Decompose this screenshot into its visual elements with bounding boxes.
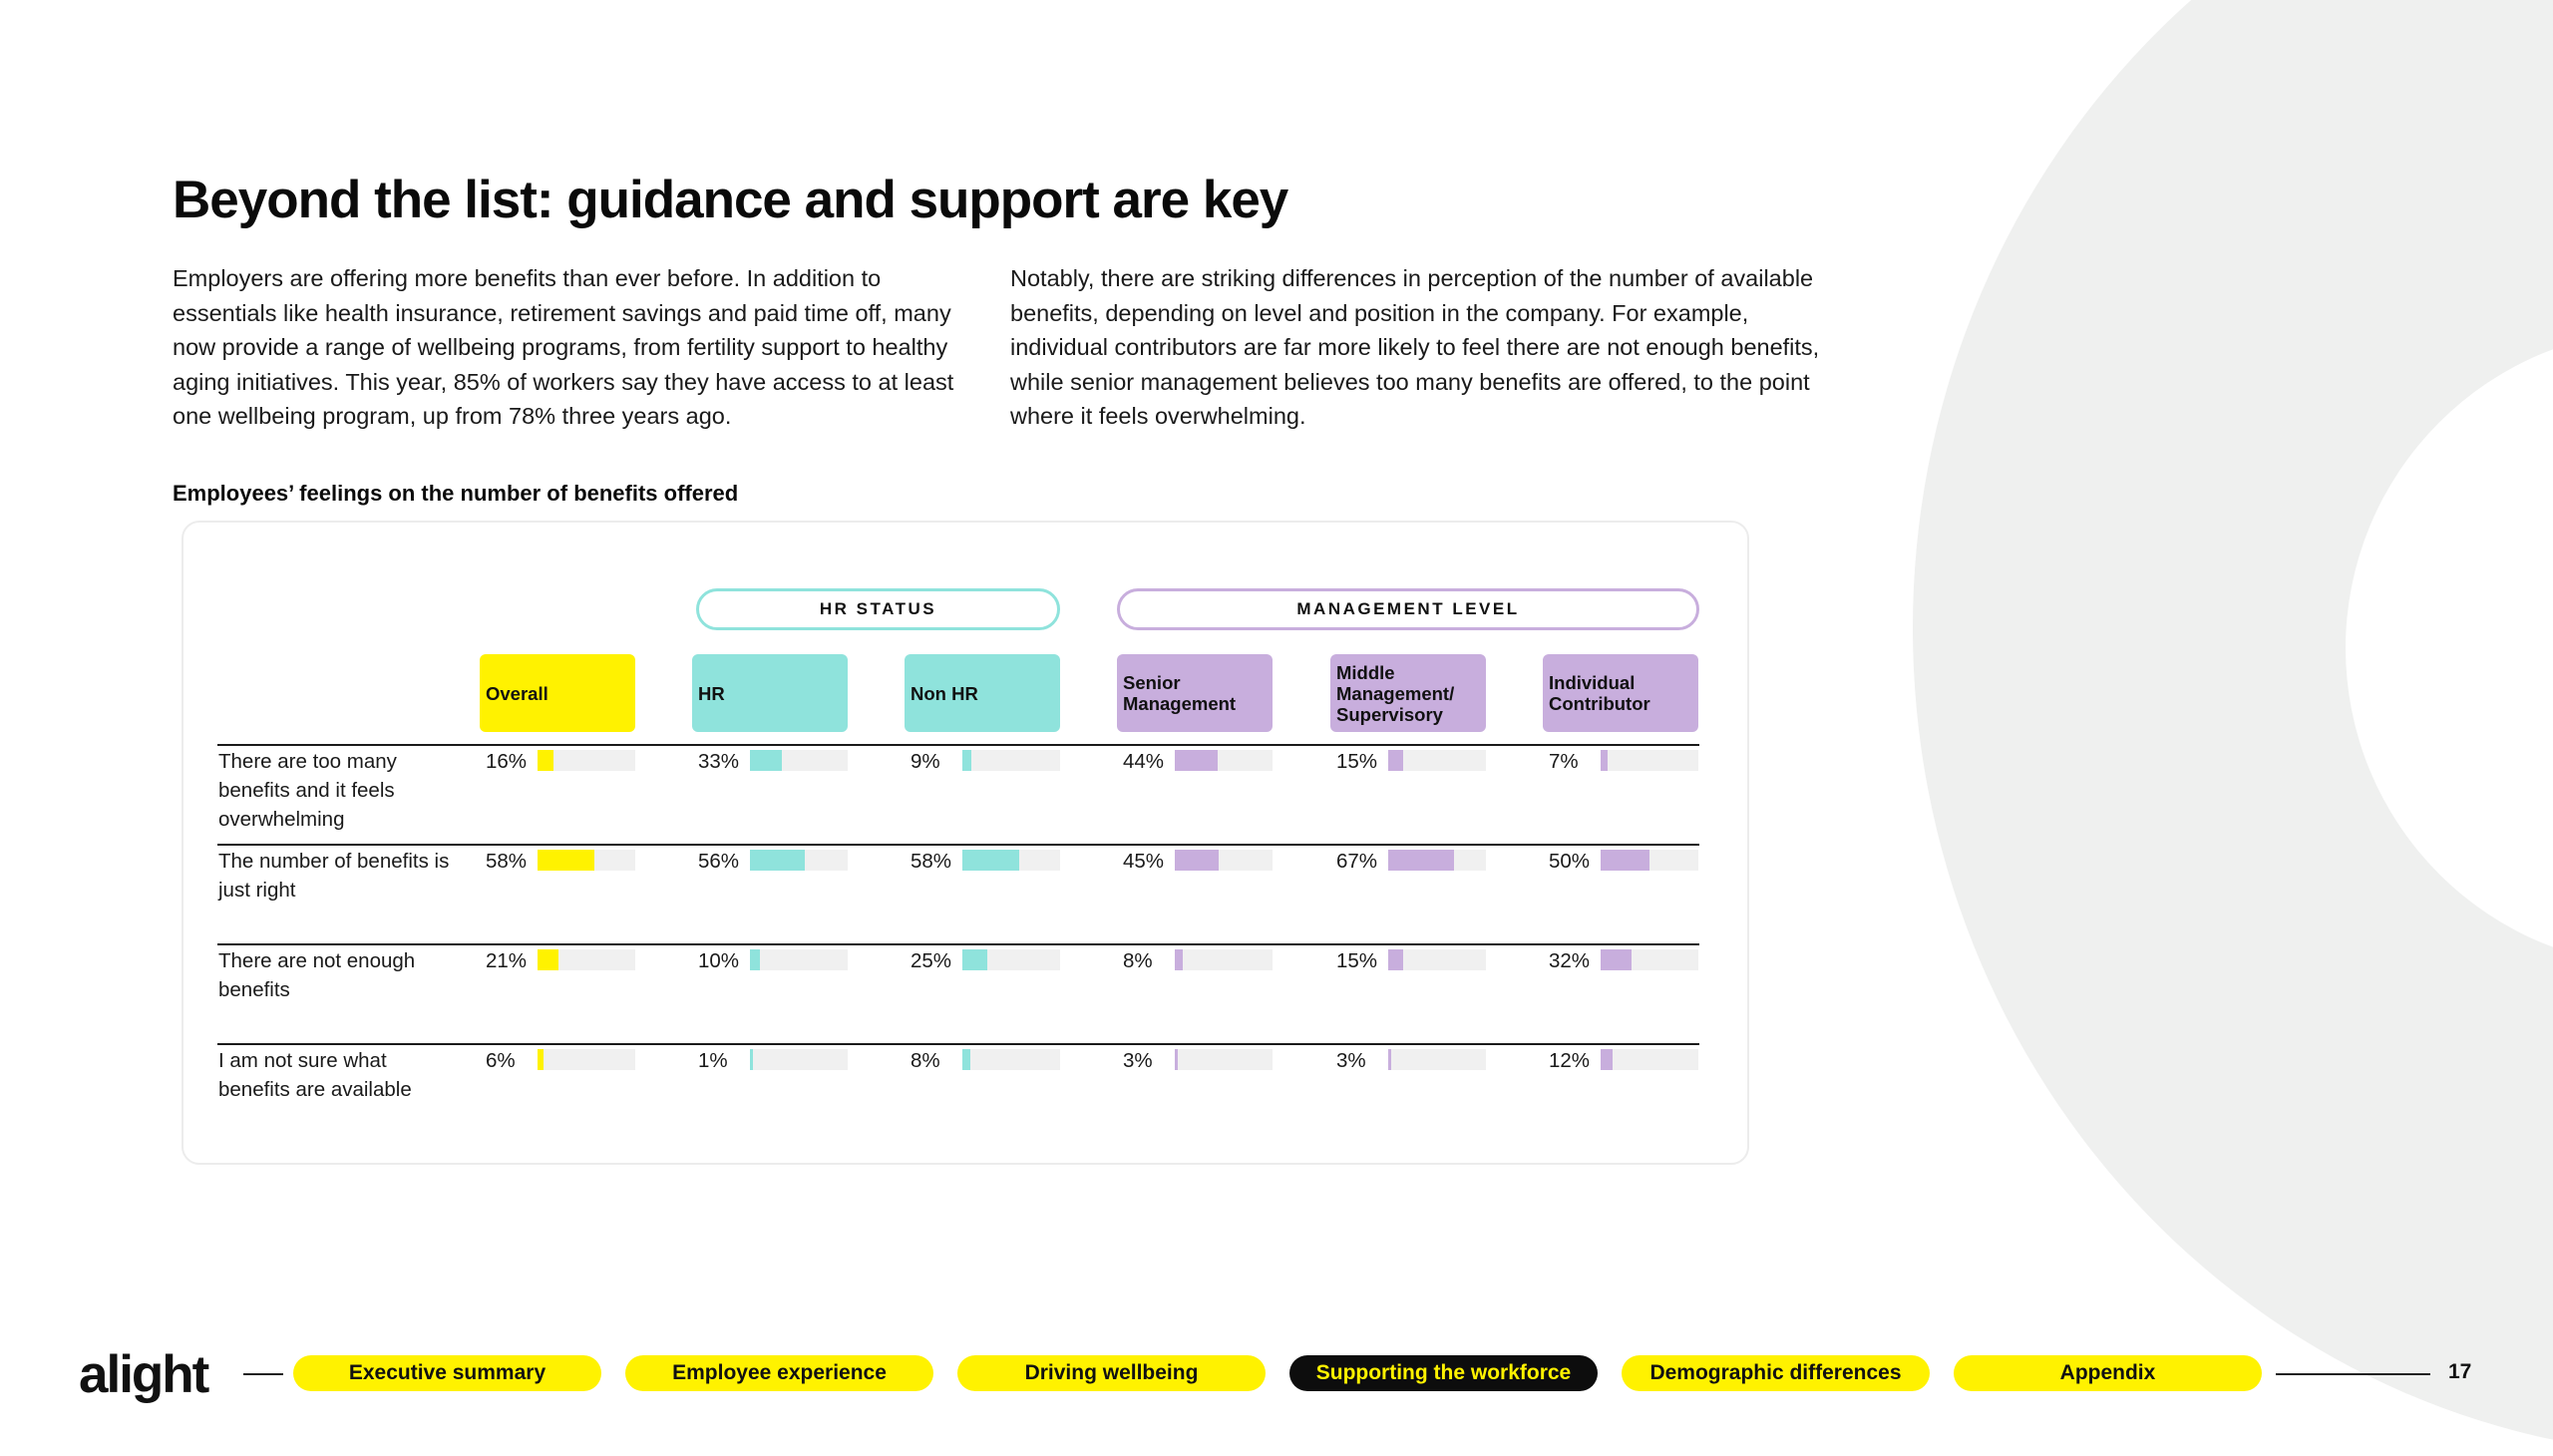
percent-label: 7% [1549, 750, 1579, 773]
bar [538, 949, 558, 970]
row-label: There are not enough benefits [218, 949, 416, 1001]
bar [1388, 949, 1403, 970]
row-label: There are too many benefits and it feels overwhelming [218, 750, 397, 831]
bar [750, 949, 760, 970]
nav-supporting-the-workforce[interactable]: Supporting the workforce [1289, 1355, 1598, 1391]
percent-label: 16% [486, 750, 528, 773]
bar-track [750, 949, 848, 970]
nav-driving-wellbeing[interactable]: Driving wellbeing [957, 1355, 1266, 1391]
percent-label: 44% [1123, 750, 1165, 773]
bar [1175, 750, 1218, 771]
bar-track [538, 850, 635, 871]
bar-track [1601, 850, 1698, 871]
bar-track [1388, 949, 1486, 970]
percent-label: 33% [698, 750, 740, 773]
bar [1601, 1049, 1613, 1070]
column-header-non-hr: Non HR [905, 654, 1060, 732]
bar [1601, 750, 1608, 771]
nav-employee-experience[interactable]: Employee experience [625, 1355, 933, 1391]
bar [962, 850, 1019, 871]
bar [1175, 1049, 1178, 1070]
bar [1175, 949, 1183, 970]
intro-paragraph-left: Employers are offering more benefits than ever before. In addition to essentials like health insurance, retirement savings and paid time off, many now provide a range of wellbeing programs, from fertility support to healthy aging initiatives. This year, 85% of workers say they have access to at least one wellbeing program, up from 78% three years ago. [173, 265, 954, 430]
percent-label: 15% [1336, 949, 1378, 972]
row-divider [217, 744, 1699, 746]
bar [750, 750, 782, 771]
percent-label: 21% [486, 949, 528, 972]
percent-label: 8% [911, 1049, 940, 1072]
bar-track [1601, 750, 1698, 771]
percent-label: 45% [1123, 850, 1165, 873]
row-label: The number of benefits is just right [218, 850, 450, 902]
percent-label: 8% [1123, 949, 1153, 972]
percent-label: 3% [1336, 1049, 1366, 1072]
column-header-middle-management: Middle Management/ Supervisory [1330, 654, 1486, 732]
nav-executive-summary[interactable]: Executive summary [293, 1355, 601, 1391]
nav-demographic-differences[interactable]: Demographic differences [1622, 1355, 1930, 1391]
bar-track [1388, 850, 1486, 871]
percent-label: 10% [698, 949, 740, 972]
column-header-senior-management: Senior Management [1117, 654, 1273, 732]
percent-label: 58% [486, 850, 528, 873]
bar-track [1175, 850, 1273, 871]
bar [538, 750, 553, 771]
percent-label: 12% [1549, 1049, 1591, 1072]
chart-caption: Employees’ feelings on the number of benefits offered [173, 481, 739, 506]
bar [1388, 850, 1454, 871]
intro-paragraph-right: Notably, there are striking differences in perception of the number of available benefits, depending on level and position in the company. For example, individual contributors are far more likely to feel there are not enough benefits, while senior management believes too many benefits are offered, to the point where it feels overwhelming. [1010, 265, 1820, 430]
bar-track [962, 850, 1060, 871]
bar [1388, 1049, 1391, 1070]
bar-track [1601, 1049, 1698, 1070]
bar-track [750, 750, 848, 771]
percent-label: 6% [486, 1049, 516, 1072]
bar [750, 1049, 753, 1070]
management-level-group-label: MANAGEMENT LEVEL [1117, 588, 1699, 630]
row-label: I am not sure what benefits are available [218, 1049, 412, 1101]
row-divider [217, 844, 1699, 846]
row-divider [217, 1043, 1699, 1045]
bar [1601, 949, 1632, 970]
column-header-overall: Overall [480, 654, 635, 732]
bar [962, 750, 971, 771]
bar [1388, 750, 1403, 771]
bar [962, 1049, 970, 1070]
bar-track [750, 1049, 848, 1070]
hr-status-group-label: HR STATUS [696, 588, 1060, 630]
column-header-individual-contributor: Individual Contributor [1543, 654, 1698, 732]
bar [1175, 850, 1219, 871]
nav-appendix[interactable]: Appendix [1954, 1355, 2262, 1391]
percent-label: 25% [911, 949, 952, 972]
bar-track [962, 750, 1060, 771]
percent-label: 15% [1336, 750, 1378, 773]
bar-track [1388, 1049, 1486, 1070]
bar-track [538, 750, 635, 771]
bar [538, 850, 594, 871]
bar [962, 949, 987, 970]
bar-track [962, 1049, 1060, 1070]
bar-track [962, 949, 1060, 970]
bar-track [750, 850, 848, 871]
bar [538, 1049, 544, 1070]
bar-track [1388, 750, 1486, 771]
percent-label: 9% [911, 750, 940, 773]
percent-label: 32% [1549, 949, 1591, 972]
percent-label: 58% [911, 850, 952, 873]
page-title: Beyond the list: guidance and support are key [173, 171, 1288, 229]
percent-label: 1% [698, 1049, 728, 1072]
percent-label: 67% [1336, 850, 1378, 873]
row-divider [217, 943, 1699, 945]
percent-label: 56% [698, 850, 740, 873]
percent-label: 3% [1123, 1049, 1153, 1072]
bar-track [538, 1049, 635, 1070]
alight-logo[interactable]: alight [79, 1345, 208, 1404]
bar [750, 850, 805, 871]
bar-track [1175, 750, 1273, 771]
page-number: 17 [2448, 1360, 2472, 1383]
percent-label: 50% [1549, 850, 1591, 873]
bar-track [1601, 949, 1698, 970]
footer-rule-right [2276, 1373, 2430, 1375]
column-header-hr: HR [692, 654, 848, 732]
bar-track [1175, 949, 1273, 970]
bar-track [1175, 1049, 1273, 1070]
bar [1601, 850, 1649, 871]
footer-rule-left [243, 1373, 283, 1375]
bar-track [538, 949, 635, 970]
